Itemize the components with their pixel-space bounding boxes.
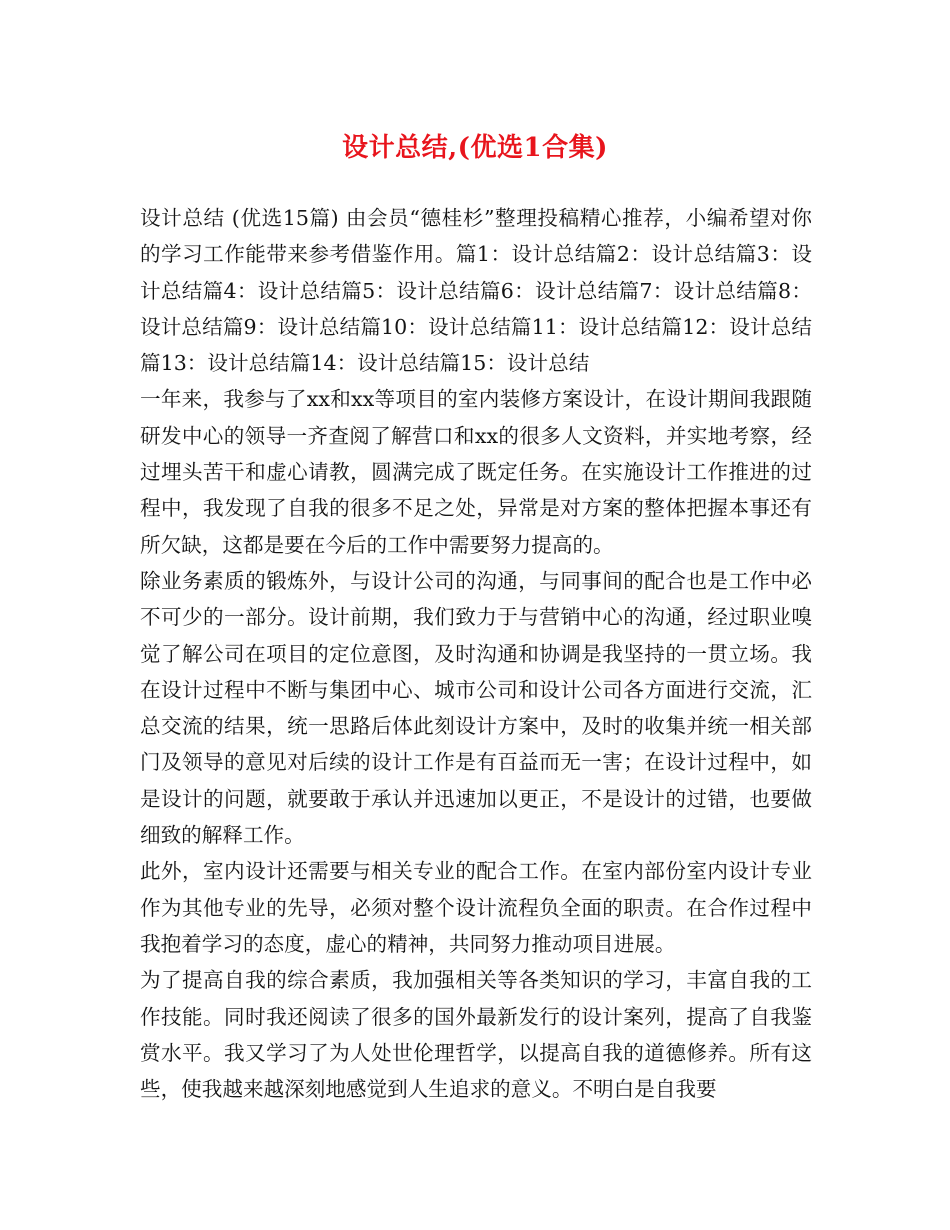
paragraph-self-improvement: 为了提高自我的综合素质，我加强相关等各类知识的学习，丰富自我的工作技能。同时我还阅读了很多的国外最新发行的设计案列，提高了自我鉴赏水平。我又学习了为人处世伦理哲学，以提高自我的道德修养。所有这些，使我越来越深刻地感觉到人生追求的意义。不明白是自我要 bbox=[140, 968, 812, 1102]
paragraph-communication: 除业务素质的锻炼外，与设计公司的沟通，与同事间的配合也是工作中必不可少的一部分。设计前期，我们致力于与营销中心的沟通，经过职业嗅觉了解公司在项目的定位意图，及时沟通和协调是我坚持的一贯立场。我在设计过程中不断与集团中心、城市公司和设计公司各方面进行交流，汇总交流的结果，统一思路后体此刻设计方案中，及时的收集并统一相关部门及领导的意见对后续的设计工作是有百益而无一害；在设计过程中，如是设计的问题，就要敢于承认并迅速加以更正，不是设计的过错，也要做细致的解释工作。 bbox=[140, 568, 812, 848]
document-title: 设计总结,(优选1合集) bbox=[342, 133, 608, 163]
document-body bbox=[140, 200, 812, 1107]
paragraph-intro: 设计总结 (优选15篇) 由会员“德桂杉”整理投稿精心推荐，小编希望对你的学习工作能带来参考借鉴作用。篇1：设计总结篇2：设计总结篇3：设计总结篇4：设计总结篇5：设计总结篇6：设计总结篇7：设计总结篇8：设计总结篇9：设计总结篇10：设计总结篇11：设计总结篇12：设计总结篇13：设计总结篇14：设计总结篇15：设计总结 bbox=[140, 206, 812, 376]
paragraph-project-work: 一年来，我参与了xx和xx等项目的室内装修方案设计，在设计期间我跟随研发中心的领导一齐查阅了解营口和xx的很多人文资料，并实地考察，经过埋头苦干和虚心请教，圆满完成了既定任务。在实施设计工作推进的过程中，我发现了自我的很多不足之处，异常是对方案的整体把握本事还有所欠缺，这都是要在今后的工作中需要努力提高的。 bbox=[140, 387, 812, 557]
paragraph-cooperation: 此外，室内设计还需要与相关专业的配合工作。在室内部份室内设计专业作为其他专业的先导，必须对整个设计流程负全面的职责。在合作过程中我抱着学习的态度，虚心的精神，共同努力推动项目进展。 bbox=[140, 859, 812, 956]
